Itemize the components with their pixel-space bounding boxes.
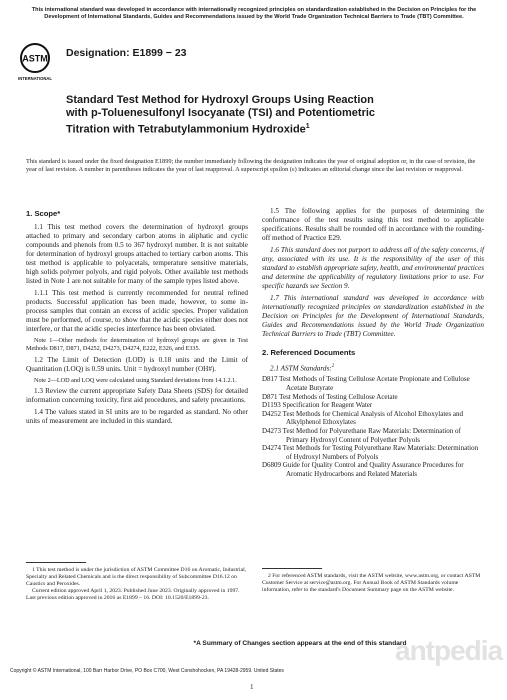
svg-text:ASTM: ASTM [22,53,48,64]
para-1-6: 1.6 This standard does not purport to address all of the safety concerns, if any, associated with its use. It is the responsibility of the user of this standard to establish appropriate safety, health, and environmental practices and determine the applicability of regulatory limitations prior to use. For specific hazards see Section 9. [262,246,484,290]
page-number: 1 [250,683,254,691]
copyright-line: Copyright © ASTM International, 100 Barr Harbor Drive, PO Box C700, West Conshohocken, PA 19428-2959. United States [10,668,284,674]
para-1-7: 1.7 This international standard was developed in accordance with internationally recognized principles on standardization established in the Decision on Principles for the Development of International Standards, Guides and Recommendations issued by the World Trade Organization Technical Barriers to Trade (TBT) Committee. [262,294,484,338]
reference-item: D4252 Test Methods for Chemical Analysis of Alcohol Ethoxylates and Alkylphenol Ethoxylates [262,409,463,427]
designation: Designation: E1899 − 23 [66,47,187,59]
para-1-2: 1.2 The Limit of Detection (LOD) is 0.18 units and the Limit of Quantitation (LOQ) is 0.59 units. Unit = hydroxyl number (OH#). [26,355,248,373]
astm-standards-subheading: 2.1 ASTM Standards:$^2$ [270,364,335,373]
reference-item: D4273 Test Method for Polyurethane Raw Materials: Determination of Primary Hydroxyl Content of Polyether Polyols [262,426,461,444]
note-2: Note 2—LOD and LOQ were calculated using Standard deviations from 14.1.2.1. [34,376,237,384]
reference-item: D6809 Guide for Quality Control and Quality Assurance Procedures for Aromatic Hydrocarbons and Related Materials [262,461,464,478]
reference-item: D871 Test Methods of Testing Cellulose Acetate [262,392,398,401]
para-1-1: 1.1 This test method covers the determination of hydroxyl groups attached to primary and secondary carbon atoms in aliphatic and cyclic compounds and phenols from 0.5 to 367 hydroxyl number. It is not suitable for determination of hydroxyl groups attached to tertiary carbon atoms. This test method is applicable to polyacetals, temperature sensitive materials, high solids polymer polyols, and rigid polyols. Other available test methods listed in Note 1 are not suitable for many of the sample types listed above. [26,223,248,285]
note-1: Note 1—Other methods for determination of hydroxyl groups are given in Test Methods D817, D871, D4252, D4273, D4274, E222, E326, and E335. [26,337,248,352]
header-notice: This international standard was developed in accordance with internationally recognized principles on standardization established in the Decision on Principles for the Development of International Standards, Guides and Recommendations issued by the World Trade Organization Technical Barriers to Trade (TBT) Committee. [31,7,477,20]
left-column [26,209,248,429]
footnote-1 [26,562,248,602]
document-title: Standard Test Method for Hydroxyl Groups Using Reaction with p-Toluenesulfonyl Isocyanate (TSI) and Potentiometric Titration with Tetrabutylammonium Hydroxide$^1$ [66,94,376,136]
reference-list [262,375,484,478]
footnote-1-text: 1 This test method is under the jurisdiction of ASTM Committee D16 on Aromatic, Industrial, Specialty and Related Chemicals and is the direct responsibility of Subcommittee D16.12 on Caustics and Peroxides. [26,567,247,587]
para-1-1-1: 1.1.1 This test method is currently recommended for neutral refined products. Successful application has been made, however, to some in-process samples that contain an excess of acidic species. Proper validation must be performed, of course, to show that the acidic species either does not interfere, or that the acidic species interference has been obviated. [26,289,248,333]
watermark: antpedia [395,635,503,666]
footnote-2-text: 2 For referenced ASTM standards, visit the ASTM website, www.astm.org, or contact ASTM Customer Service at service@astm.org. For Annual Book of ASTM Standards volume information, refer to the standard's Document Summary page on the ASTM website. [262,573,481,593]
standard-issuance-note: This standard is issued under the fixed designation E1899; the number immediately following the designation indicates the year of original adoption or, in the case of revision, the year of last revision. A number in parentheses indicates the year of last reapproval. A superscript epsilon (ε) indicates an editorial change since the last revision or reapproval. [26,158,476,173]
reference-item: D817 Test Methods of Testing Cellulose Acetate Propionate and Cellulose Acetate Butyrate [262,375,470,392]
svg-text:INTERNATIONAL: INTERNATIONAL [18,76,52,81]
references-heading: 2. Referenced Documents [262,348,356,357]
para-1-4: 1.4 The values stated in SI units are to be regarded as standard. No other units of measurement are included in this standard. [26,408,248,426]
footnote-2 [262,568,484,594]
summary-of-changes-note: *A Summary of Changes section appears at the end of this standard [193,640,407,647]
footnote-divider [26,562,86,563]
right-column [262,207,484,479]
reference-item: D4274 Test Methods for Testing Polyurethane Raw Materials: Determination of Hydroxyl Numbers of Polyols [262,444,479,461]
footnote-1-edition: Current edition approved April 1, 2023. Published June 2023. Originally approved in 1997. Last previous edition approved in 2016 as E1899 – 16. DOI: 10.1520/E1899-23. [26,588,240,601]
reference-item: D1193 Specification for Reagent Water [262,401,373,410]
footnote-divider [262,568,322,569]
astm-logo [18,42,52,82]
para-1-5: 1.5 The following applies for the purposes of determining the conformance of the test results using this test method to applicable specifications. Results shall be rounded off in accordance with the rounding-off method of Practice E29. [262,207,484,242]
scope-heading: 1. Scope* [26,209,61,218]
para-1-3: 1.3 Review the current appropriate Safety Data Sheets (SDS) for detailed information concerning toxicity, first aid procedures, and safety precautions. [26,387,248,405]
